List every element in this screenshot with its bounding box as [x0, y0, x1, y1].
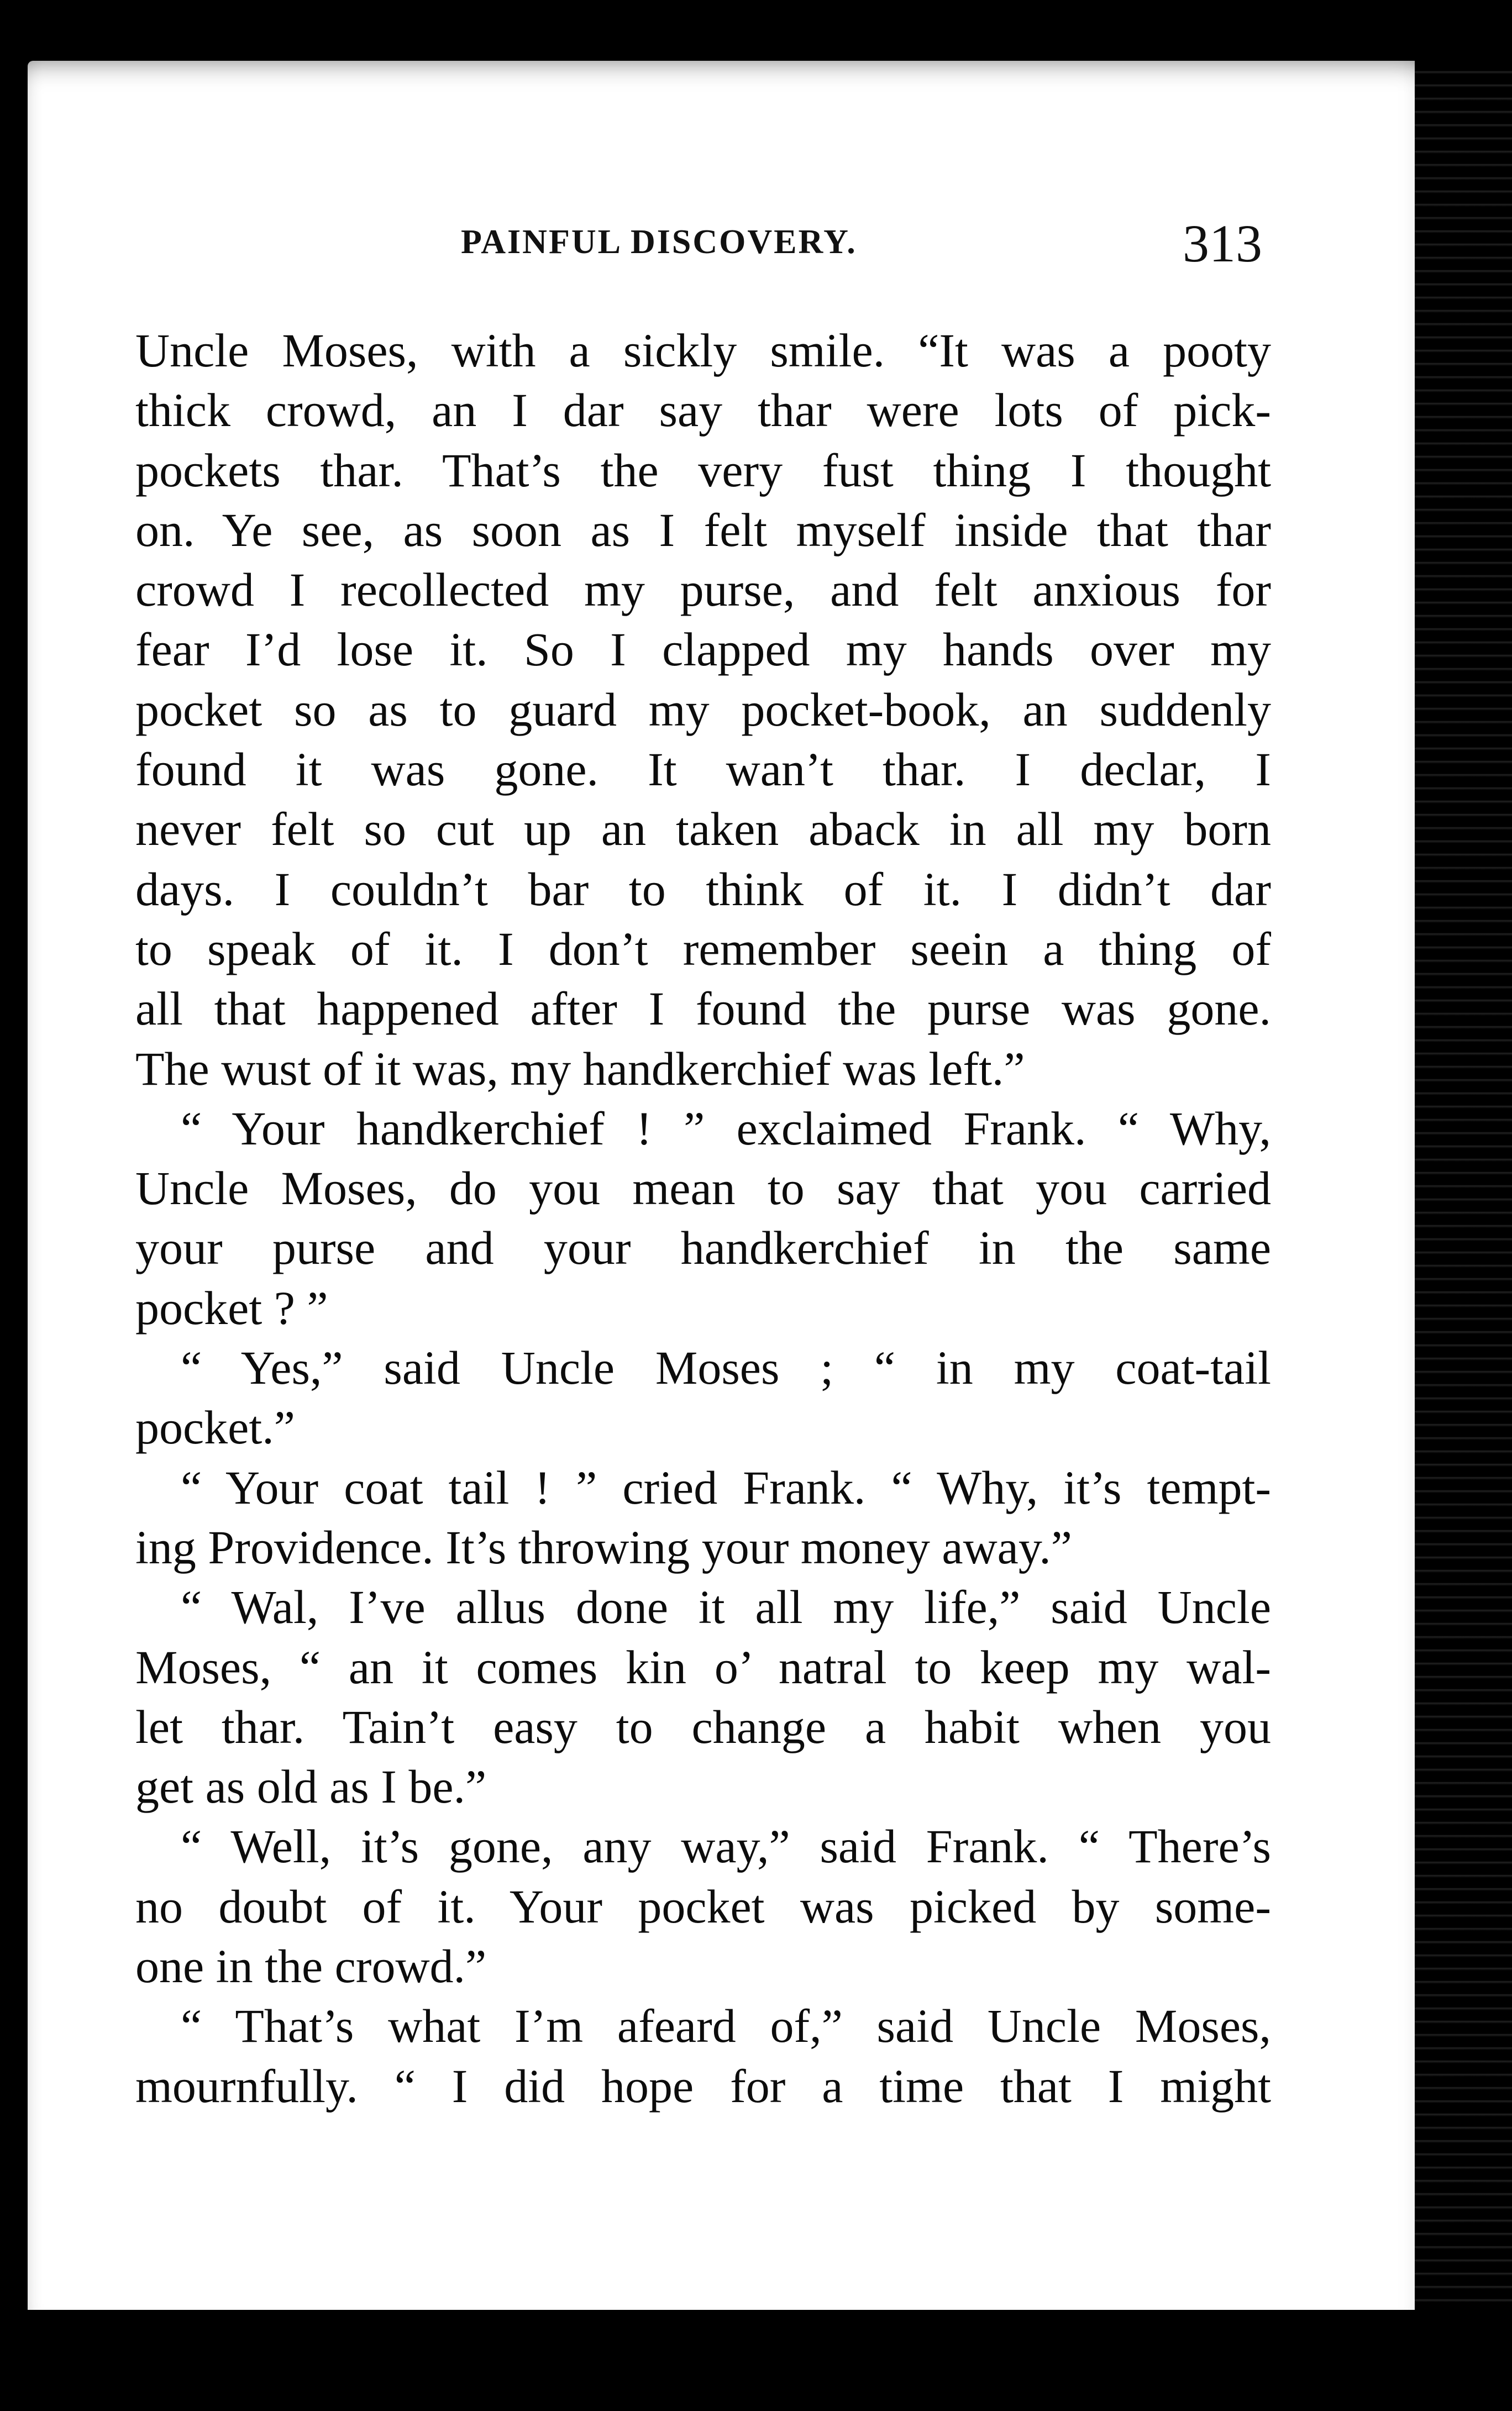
text-line: never felt so cut up an taken aback in all my born — [135, 802, 1271, 856]
text-line: on. Ye see, as soon as I felt myself inside that thar — [135, 503, 1271, 556]
text-line: mournfully. “ I did hope for a time that I might — [135, 2059, 1271, 2113]
text-line: fear I’d lose it. So I clapped my hands over my — [135, 623, 1271, 676]
text-line: days. I couldn’t bar to think of it. I didn’t dar — [135, 862, 1271, 916]
text-line: “ That’s what I’m afeard of,” said Uncle Moses, — [181, 1999, 1271, 2053]
text-line: “ Well, it’s gone, any way,” said Frank. “ There’s — [181, 1820, 1271, 1873]
text-line: all that happened after I found the purse was gone. — [135, 982, 1271, 1036]
text-line: pocket ? ” — [135, 1281, 328, 1335]
text-line: found it was gone. It wan’t thar. I declar, I — [135, 743, 1271, 796]
text-line: Moses, “ an it comes kin o’ natral to keep my wal- — [135, 1640, 1271, 1694]
page-edge-shadow — [1415, 61, 1512, 2349]
body-text — [135, 321, 1271, 2116]
text-line: thick crowd, an I dar say thar were lots of pick- — [135, 384, 1271, 437]
running-head: PAINFUL DISCOVERY. — [461, 223, 857, 261]
text-line: pocket so as to guard my pocket-book, an suddenly — [135, 682, 1271, 736]
text-line: crowd I recollected my purse, and felt anxious for — [135, 563, 1271, 617]
text-line: Uncle Moses, do you mean to say that you carried — [135, 1162, 1271, 1215]
page-bottom-shadow — [0, 2310, 1512, 2411]
text-line: ing Providence. It’s throwing your money away.” — [135, 1520, 1072, 1574]
text-line: one in the crowd.” — [135, 1940, 487, 1993]
text-line: “ Wal, I’ve allus done it all my life,” said Uncle — [181, 1580, 1271, 1634]
text-line: The wust of it was, my handkerchief was left.” — [135, 1042, 1025, 1095]
text-line: “ Yes,” said Uncle Moses ; “ in my coat-tail — [181, 1341, 1271, 1395]
text-line: your purse and your handkerchief in the same — [135, 1221, 1271, 1275]
page-number: 313 — [1183, 214, 1262, 273]
text-line: let thar. Tain’t easy to change a habit when you — [135, 1700, 1271, 1753]
text-line: no doubt of it. Your pocket was picked by some- — [135, 1879, 1271, 1933]
text-line: pockets thar. That’s the very fust thing I thought — [135, 443, 1271, 497]
text-line: Uncle Moses, with a sickly smile. “It was a pooty — [135, 324, 1271, 377]
page-header — [140, 213, 1262, 273]
text-line: “ Your handkerchief ! ” exclaimed Frank. “ Why, — [181, 1101, 1271, 1155]
text-line: “ Your coat tail ! ” cried Frank. “ Why, it’s tempt- — [181, 1461, 1271, 1514]
text-line: get as old as I be.” — [135, 1760, 487, 1814]
text-line: to speak of it. I don’t remember seein a thing of — [135, 922, 1271, 975]
text-line: pocket.” — [135, 1401, 295, 1454]
